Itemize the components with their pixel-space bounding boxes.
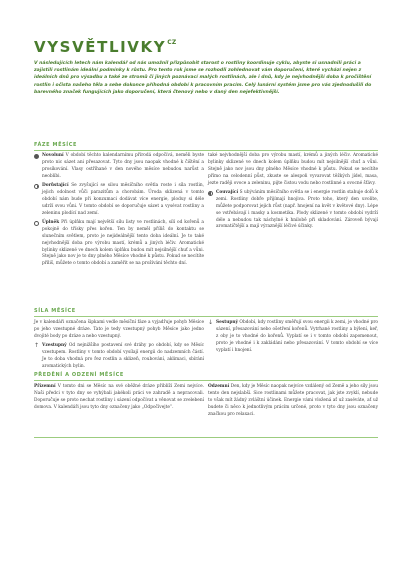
down-arrow-icon: ↓ [208, 319, 214, 326]
full-moon-icon [34, 154, 39, 159]
waning-moon-icon [208, 191, 213, 196]
up-arrow-icon: ↑ [34, 342, 40, 350]
moon-phases-right-column [208, 153, 378, 234]
moon-strength-left-column [34, 320, 204, 373]
moon-phases-left-column [34, 153, 204, 271]
new-moon-icon [34, 221, 39, 226]
page-title: $VYSVĚTLIVKY^{CZ}$ [34, 38, 177, 56]
intro-paragraph: V následujících letech nám kalendář od nás umožnil přizpůsobit starost o rostliny koordinuje cyklu, abyste si usnadnili práci a zajistili rostlinám ideální podmínky k růstu. Pro tento rok jsme se rozhodli zohlednovat vám doporučení, které vychází nejen z ideálních dnů pro výsadbu a také ze stromů či jiných poznávací malých rostlinách, ale i dnů, kdy je nejvhodnější doba k pročištění rostlin i očista našeho těla a sebe dokonce příhodná období k pracovním pracím. Celý lunární systém jsme pro vás zjednodušili do barevného značek fungujících jako doporučení, která čtenový nebo v daný den nejefektivnější. [34, 61, 372, 95]
phase-item-full-moon: Úplněk Při úplňku mají největší sílu listy ve rostlinách, sílí od kořenů a pokojně do třísky přes kořen. Ten by neměl příliš do kontaktu se slunečním světlem, proto je nejideálnější tento doba ideální. Je to také nejvhodnější doba pro výrobu mastí, krémů a jiných léčiv. Aromatické bylinky sklizené ve dnech kolem úplňku budou mít nejsilnější chuť a vůni. Stejně jako nov je to dny plného Měsíce vhodné k půstu. Pokud se necítíte příliš, můžete o tomto období a zaměřit se na prožívání těchto dní. [34, 220, 204, 268]
phase-item-full-moon-cont: také nejvhodnější doba pro výrobu mastí, krémů a jiných léčiv. Aromatické bylinky sklizené ve dnech kolem úplňku budou mít nejsilnější chuť a vůni. Stejně jako nov jsou dny plného Měsíce vhodné k půstu. Pokud se necítíte přímo na celodenní půst, zkuste se alespoň vyvarovat těžkých jídel, masa, jezte raději ovoce a zeleninu, pijte čistou vodu nebo rostlinné a ovocné šťávy. [208, 153, 378, 186]
language-code: CZ [167, 39, 177, 46]
phase-item-waxing: Dorůstající Se zvyšující se silou měsíčního světla roste i síla rostlin, jejich odolnost vůči parazitům a chorobám. Úroda sklizená v tomto období nám bude při konzumaci dodávat více energie, ploduy si déle udrží svou vůni. V tomto období se doporučuje sázet a vysévat rostliny a zeleninu plodící nad zemí. [34, 183, 204, 218]
section-heading-moon-strength: SÍLA MĚSÍCE [34, 308, 378, 317]
bottom-divider [34, 437, 378, 438]
perigee-left-column [34, 384, 204, 414]
phase-item-new-moon: Novoluní V období těchto kalendarnímu přírodá odpočívá, neměli byste proto nic sázet ani přesazovat. Tyto dny jsou naopak vhodné k čištění a prosíkování. Vlasy ostříhané v den nového měsíce nebudou narůst a neoblíbi. [34, 153, 204, 181]
strength-intro: Je v kalendáři označena šipkami vedle měsíční fáze a vyjadřuje pohyb Měsíce po jeho vzestupné dráze. Tato je tedy vzestupný pohyb Měsíce jako jedno dvojité body po dráze a nebo vzestupný. [34, 320, 204, 339]
strength-item-ascending: ↑ Vzestupný Od nejnižšího postavení své dráhy po období, kdy se Měsíc vzestupem. Rostliny v tomto období vysílají energii do nadzemních částí. Je to doba vhodná pro řez rostlin a sklizeň, roubování, aklimaci, sbírání aromatických bylin. [34, 342, 204, 369]
apogee-item: Odzemní Den, kdy je Měsíc naopak nejvíce vzdálený od Země a jeho síly jsou tento den nejslabší. Sice rostlinami můžete pracovat, jak jste zvyklí, nebude to však mít žádný zvláštní účinek. Energie vámi vložená ať už zaséváte, ať už budete či něco k jednotlivým prácím určené, proto v tyto dny jsou označeny značkou pro relaxaci. [208, 384, 378, 417]
phase-item-waning: Couvající S ubýváním měsíčního světla se i energie rostlin stahuje dolů k zemi. Rostliny dobře přijímají hnojiva. Proto toho, který den uvolíte, můžete podporovat jejich růst (např. hnojení na květ v květové dny). Lépe se vstřebávají i masky a kosmetika. Plody sklizené v tomto období vydrží déle a nebudou tak náchylné k hnilobě při skladování. Zároveň bývají aromatičtější a mají výraznější léčivé účinky. [208, 190, 378, 231]
strength-item-descending: ↓ Sestupný Období, kdy rostliny směřují svou energii k zemi, je vhodné pro sázení, přesazování nebo ošetření kořenů. Vytrhané rostliny a býlení, keř, z oby je to vhodné do kořenů. Vyplatí se i v tomto období zapomenout, proto je vhodné i k zakládání nebo přesazování. V tomto období se více vyplatí i hnojení. [208, 319, 378, 353]
apogee-right-column [208, 384, 378, 421]
perigee-item: Přízemní V tomto dni se Měsíc na své oběžné dráze přiblíží Zemi nejvíce. Naši předci v tyto dny se vyhýbali jakékoli práci ve zahradě a nepracovali. Doporučuje se proto nechat rostliny i sázení odpočívat a věnovat se zvelebení domova. V kalendáři jsou tyto dny označeny jako „Odpočívejte“. [34, 384, 204, 410]
waxing-moon-icon [34, 184, 39, 189]
section-heading-perigee-apogee: PŘEDĚNÍ A ODZENÍ MĚSÍCE [34, 372, 378, 381]
moon-strength-right-column [208, 320, 378, 357]
section-heading-moon-phases: FÁZE MĚSÍCE [34, 142, 378, 151]
